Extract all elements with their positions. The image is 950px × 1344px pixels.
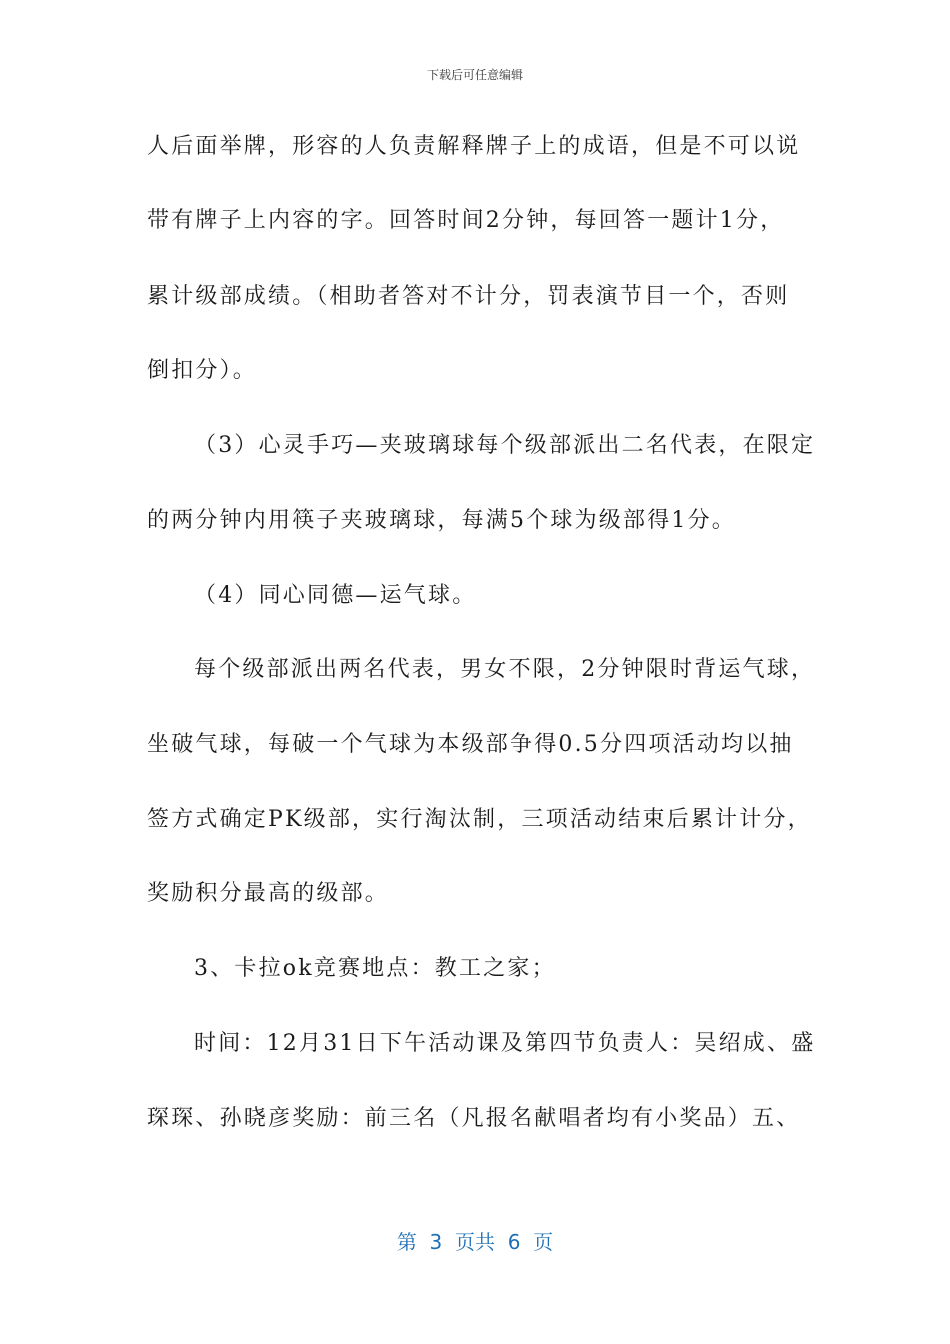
paragraph-line: 的两分钟内用筷子夹玻璃球，每满5个球为级部得1分。 [147, 508, 736, 533]
paragraph-line: 奖励积分最高的级部。 [147, 881, 390, 906]
paragraph-line: （3）心灵手巧—夹玻璃球每个级部派出二名代表，在限定 [194, 433, 816, 458]
paragraph-line: 坐破气球，每破一个气球为本级部争得0.5分四项活动均以抽 [147, 732, 794, 757]
paragraph-line: 带有牌子上内容的字。回答时间2分钟，每回答一题计1分， [147, 208, 785, 233]
page-number: 第 3 页共 6 页 [396, 1230, 554, 1254]
download-note: 下载后可任意编辑 [426, 68, 523, 82]
paragraph-line: 倒扣分）。 [147, 358, 258, 383]
paragraph-line: 累计级部成绩。（相助者答对不计分，罚表演节目一个，否则 [147, 284, 790, 309]
paragraph-line: 3、卡拉ok竞赛地点：教工之家； [194, 956, 556, 981]
paragraph-line: 时间：12月31日下午活动课及第四节负责人：吴绍成、盛 [194, 1031, 816, 1056]
paragraph-line: 签方式确定PK级部，实行淘汰制，三项活动结束后累计计分， [147, 807, 812, 832]
paragraph-line: （4）同心同德—运气球。 [194, 583, 477, 608]
paragraph-line: 每个级部派出两名代表，男女不限，2分钟限时背运气球， [194, 657, 816, 682]
paragraph-line: 琛琛、孙晓彦奖励：前三名（凡报名献唱者均有小奖品）五、 [147, 1106, 801, 1131]
paragraph-line: 人后面举牌，形容的人负责解释牌子上的成语，但是不可以说 [147, 134, 801, 159]
